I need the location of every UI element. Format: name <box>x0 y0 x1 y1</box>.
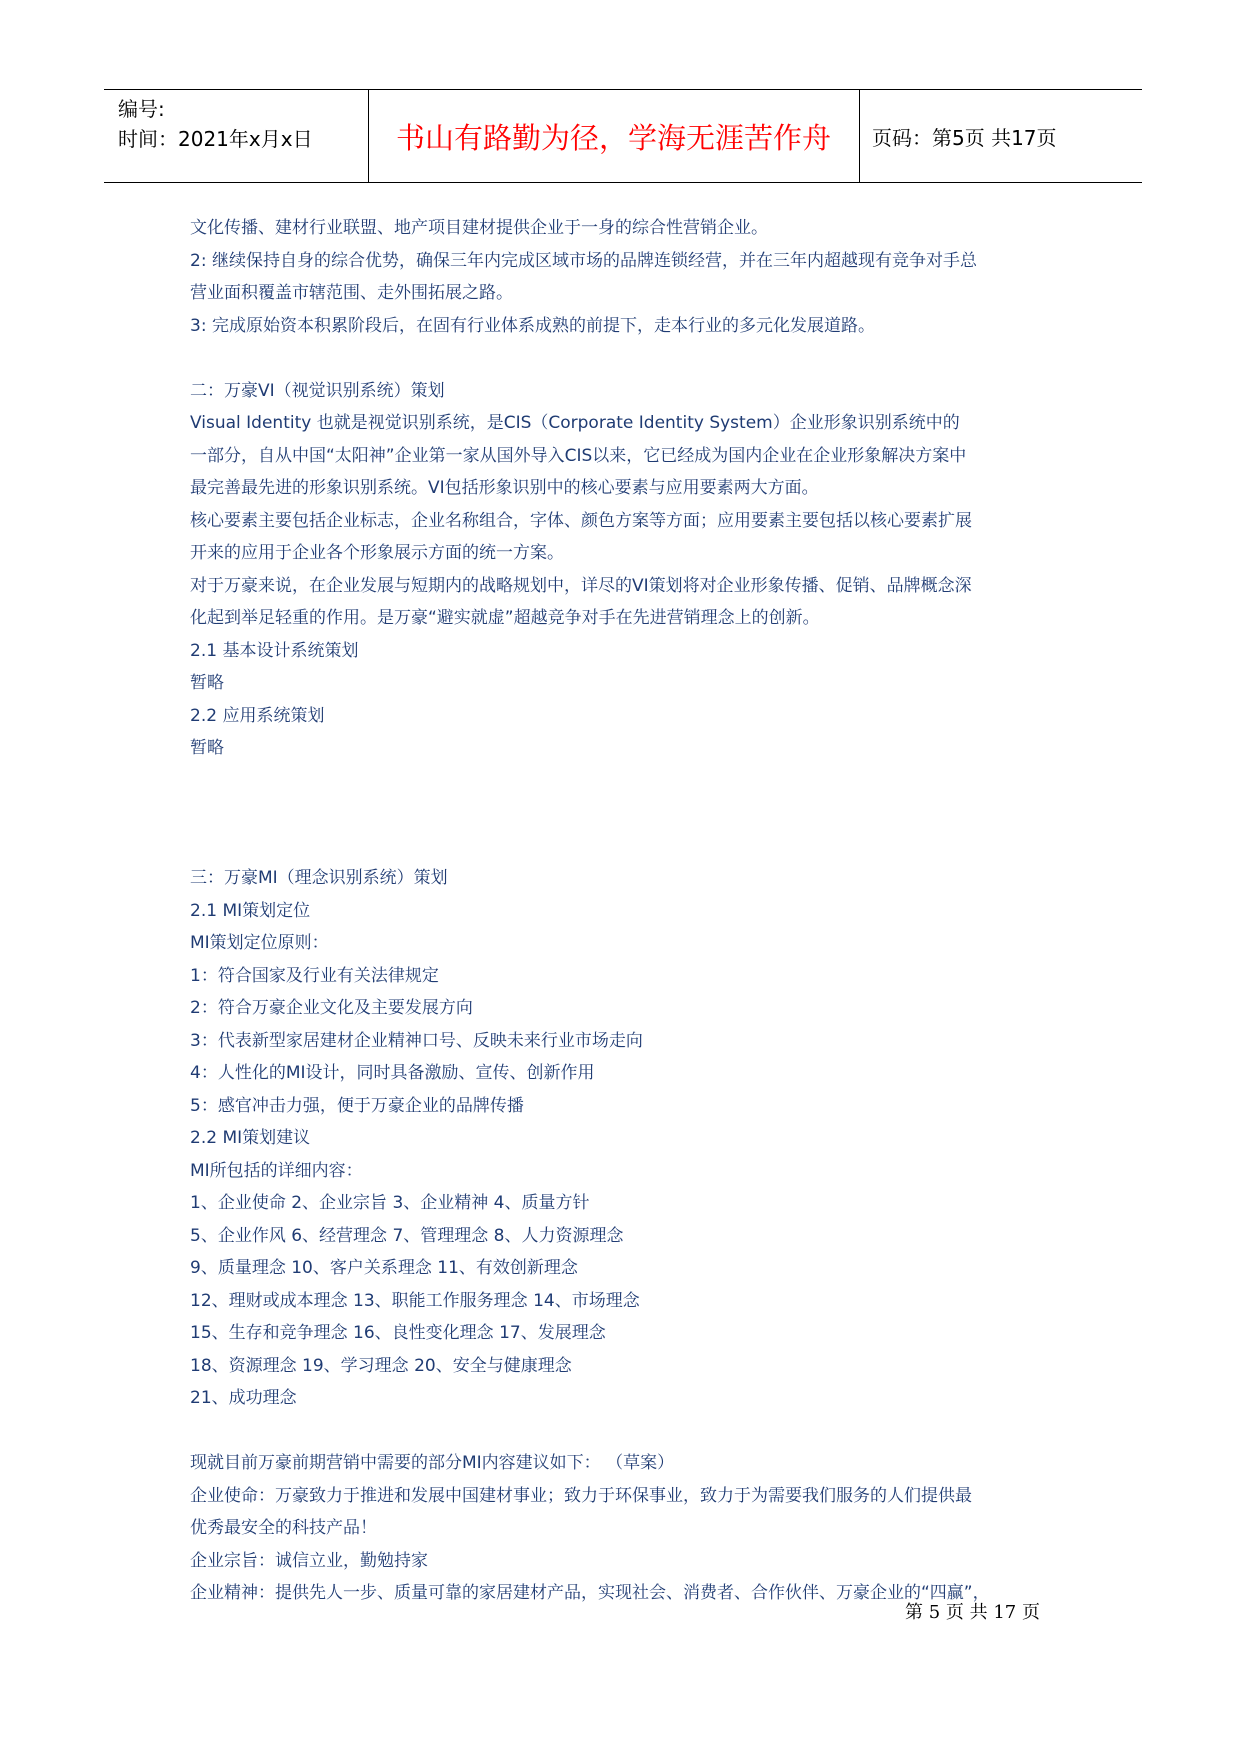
blank-line <box>190 797 1070 830</box>
blank-line <box>190 1415 1070 1448</box>
document-body <box>190 212 1070 1610</box>
text-line: 5、企业作风 6、经营理念 7、管理理念 8、人力资源理念 <box>190 1225 624 1246</box>
text-line: 对于万豪来说，在企业发展与短期内的战略规划中，详尽的VI策划将对企业形象传播、促销、品牌概念深 <box>190 575 972 596</box>
text-line: 现就目前万豪前期营销中需要的部分MI内容建议如下： （草案） <box>190 1453 675 1473</box>
text-line: 暂略 <box>190 673 224 693</box>
text-line: 二：万豪VI（视觉识别系统）策划 <box>190 380 445 401</box>
text-line: 3：代表新型家居建材企业精神口号、反映未来行业市场走向 <box>190 1030 643 1051</box>
header-motto: 书山有路勤为径，学海无涯苦作舟 <box>395 120 831 155</box>
text-line: 暂略 <box>190 738 224 758</box>
text-line: 2.2 应用系统策划 <box>190 705 325 726</box>
page-header <box>104 89 1142 183</box>
text-line: 企业精神：提供先人一步、质量可靠的家居建材产品，实现社会、消费者、合作伙伴、万豪企业的“四赢”， <box>190 1583 990 1603</box>
text-line: 三：万豪MI（理念识别系统）策划 <box>190 868 448 888</box>
text-line: 企业使命：万豪致力于推进和发展中国建材事业；致力于环保事业，致力于为需要我们服务的人们提供最 <box>190 1485 972 1506</box>
text-line: 优秀最安全的科技产品！ <box>190 1518 377 1538</box>
text-line: 最完善最先进的形象识别系统。VI包括形象识别中的核心要素与应用要素两大方面。 <box>190 478 819 498</box>
text-line: 开来的应用于企业各个形象展示方面的统一方案。 <box>190 543 564 563</box>
text-line: 4：人性化的MI设计，同时具备激励、宣传、创新作用 <box>190 1063 595 1083</box>
text-line: 12、理财或成本理念 13、职能工作服务理念 14、市场理念 <box>190 1290 640 1311</box>
header-time-label: 时间：2021年x月x日 <box>118 127 313 151</box>
text-line: 18、资源理念 19、学习理念 20、安全与健康理念 <box>190 1355 572 1376</box>
text-line: 营业面积覆盖市辖范围、走外围拓展之路。 <box>190 283 513 303</box>
text-line: 化起到举足轻重的作用。是万豪“避实就虚”超越竞争对手在先进营销理念上的创新。 <box>190 608 820 628</box>
text-line: 2.1 MI策划定位 <box>190 900 311 921</box>
text-line: 2.1 基本设计系统策划 <box>190 640 359 661</box>
text-line: 核心要素主要包括企业标志，企业名称组合，字体、颜色方案等方面；应用要素主要包括以核心要素扩展 <box>190 510 972 531</box>
text-line: Visual Identity 也就是视觉识别系统，是CIS（Corporate Identity System）企业形象识别系统中的 <box>190 413 960 433</box>
text-line: 2: 继续保持自身的综合优势，确保三年内完成区域市场的品牌连锁经营，并在三年内超越现有竞争对手总 <box>190 250 977 271</box>
page-footer: 第 5 页 共 17 页 <box>905 1602 1040 1623</box>
header-divider <box>859 90 860 182</box>
header-meta <box>118 94 313 154</box>
blank-line <box>190 765 1070 798</box>
text-line: MI所包括的详细内容： <box>190 1160 363 1181</box>
header-number-label: 编号: <box>118 97 165 121</box>
blank-line <box>190 830 1070 863</box>
header-page-code: 页码：第5页 共17页 <box>872 125 1057 150</box>
blank-line <box>190 342 1070 375</box>
text-line: 1：符合国家及行业有关法律规定 <box>190 965 439 986</box>
text-line: 一部分，自从中国“太阳神”企业第一家从国外导入CIS以来，它已经成为国内企业在企业形象解决方案中 <box>190 445 967 466</box>
text-line: 2：符合万豪企业文化及主要发展方向 <box>190 998 473 1018</box>
text-line: 文化传播、建材行业联盟、地产项目建材提供企业于一身的综合性营销企业。 <box>190 218 768 238</box>
text-line: 1、企业使命 2、企业宗旨 3、企业精神 4、质量方针 <box>190 1193 590 1213</box>
text-line: 3: 完成原始资本积累阶段后，在固有行业体系成熟的前提下，走本行业的多元化发展道路。 <box>190 315 875 336</box>
text-line: 5：感官冲击力强，便于万豪企业的品牌传播 <box>190 1095 524 1116</box>
text-line: 9、质量理念 10、客户关系理念 11、有效创新理念 <box>190 1258 578 1278</box>
text-line: 2.2 MI策划建议 <box>190 1128 311 1148</box>
text-line: 企业宗旨：诚信立业，勤勉持家 <box>190 1550 428 1571</box>
text-line: 15、生存和竞争理念 16、良性变化理念 17、发展理念 <box>190 1323 606 1343</box>
text-line: 21、成功理念 <box>190 1388 297 1408</box>
text-line: MI策划定位原则： <box>190 933 329 953</box>
